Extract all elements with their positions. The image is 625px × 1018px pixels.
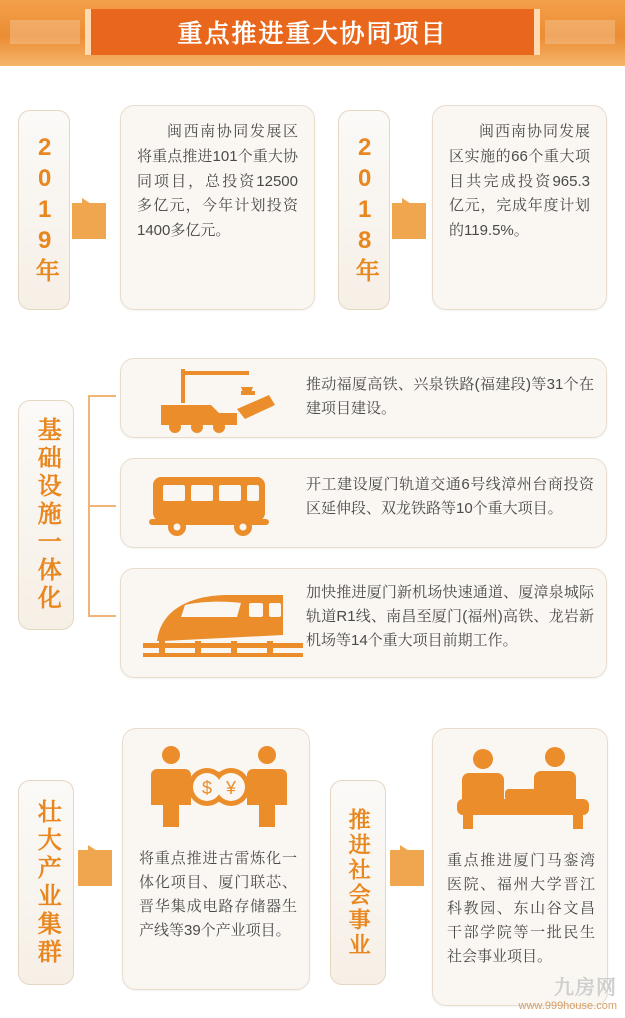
section-label-social: 推进社会事业 xyxy=(330,780,386,985)
banner-right-wing xyxy=(545,20,615,44)
arrow-2019-tail xyxy=(72,203,106,239)
arrow-2018-tail xyxy=(392,203,426,239)
infra-item-2-text: 开工建设厦门轨道交通6号线漳州台商投资区延伸段、双龙铁路等10个重大项目。 xyxy=(306,476,594,517)
section-label-industry: 壮大产业集群 xyxy=(18,780,74,985)
infra-item-1 xyxy=(120,358,607,438)
card-industry xyxy=(122,728,310,990)
banner-ribbon xyxy=(85,9,540,55)
text-2019: 闽西南协同发展区将重点推进101个重大协同项目，总投资12500多亿元，今年计划投资1400多亿元。 xyxy=(137,123,298,239)
card-social xyxy=(432,728,608,1006)
high-speed-train-icon xyxy=(133,583,308,665)
watermark-url: www.999house.com xyxy=(518,1000,617,1012)
watermark xyxy=(519,971,617,1012)
svg-text:$: $ xyxy=(201,778,213,798)
page-title: 重点推进重大协同项目 xyxy=(177,20,448,48)
bracket-connector-infrastructure xyxy=(88,395,118,615)
year-2019-label: 2019年 xyxy=(18,110,70,310)
text-2018: 闽西南协同发展区实施的66个重大项目共完成投资965.3亿元，完成年度计划的119.5%。 xyxy=(449,123,590,239)
infra-item-3 xyxy=(120,568,607,678)
banner-left-wing xyxy=(10,20,80,44)
card-2018-text xyxy=(432,105,607,310)
section-label-infrastructure: 基础设施一体化 xyxy=(18,400,74,630)
svg-text:¥: ¥ xyxy=(225,778,237,798)
arrow-social-tail xyxy=(390,850,424,886)
infra-item-3-text: 加快推进厦门新机场快速通道、厦漳泉城际轨道R1线、南昌至厦门(福州)高铁、龙岩新机场等14个重大项目前期工作。 xyxy=(306,584,594,649)
infra-item-1-text: 推动福厦高铁、兴泉铁路(福建段)等31个在建项目建设。 xyxy=(306,376,594,417)
crane-icon xyxy=(141,365,291,433)
infra-item-2 xyxy=(120,458,607,548)
year-2018-label: 2018年 xyxy=(338,110,390,310)
money-exchange-people-icon xyxy=(145,741,293,831)
watermark-title: 九房网 xyxy=(554,977,617,999)
bus-icon xyxy=(139,469,299,539)
industry-text: 将重点推进古雷炼化一体化项目、厦门联芯、晋华集成电路存储器生产线等39个产业项目。 xyxy=(139,850,297,939)
social-text: 重点推进厦门马銮湾医院、福州大学晋江科教园、东山谷文昌干部学院等一批民生社会事业项目。 xyxy=(447,852,595,965)
doctor-patient-icon xyxy=(447,741,597,833)
arrow-industry-tail xyxy=(78,850,112,886)
card-2019-text xyxy=(120,105,315,310)
header-banner xyxy=(0,0,625,66)
